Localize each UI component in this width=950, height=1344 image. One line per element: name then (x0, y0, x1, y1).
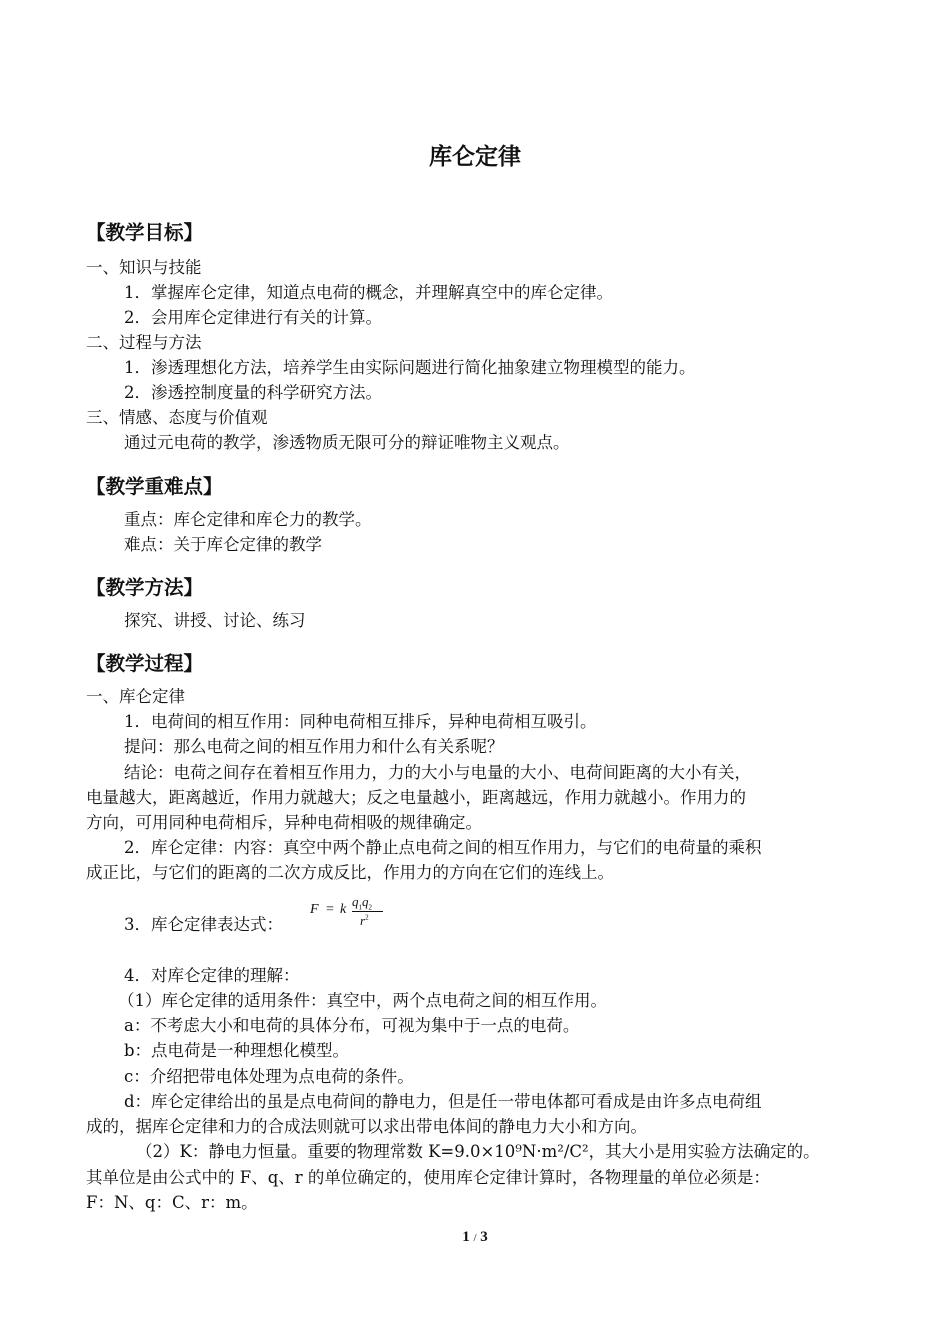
text-line: 通过元电荷的教学，渗透物质无限可分的辩证唯物主义观点。 (124, 433, 570, 452)
formula-sub1: 1 (358, 903, 362, 912)
text-line: 1．渗透理想化方法，培养学生由实际问题进行简化抽象建立物理模型的能力。 (124, 358, 696, 377)
text-line: d：库仑定律给出的虽是点电荷间的静电力，但是任一带电体都可看成是由许多点电荷组 (124, 1092, 762, 1111)
formula-fraction-bar (352, 911, 383, 912)
page-total: 3 (480, 1229, 488, 1245)
text-line: 4．对库仑定律的理解： (124, 966, 300, 985)
text-line: 电量越大，距离越近，作用力就越大；反之电量越小，距离越远，作用力就越小。作用力的 (86, 788, 746, 807)
text-line: 方向，可用同种电荷相斥，异种电荷相吸的规律确定。 (86, 813, 482, 832)
section-heading-process: 【教学过程】 (86, 652, 204, 675)
text-line: 难点：关于库仑定律的教学 (124, 535, 322, 554)
section-heading-goals: 【教学目标】 (86, 221, 204, 244)
text-line: 一、库仑定律 (86, 687, 185, 706)
formula-sub2: 2 (368, 903, 372, 912)
text-line: 提问：那么电荷之间的相互作用力和什么有关系呢？ (124, 737, 504, 756)
page-title: 库仑定律 (429, 144, 521, 170)
text-line: 2．会用库仑定律进行有关的计算。 (124, 308, 382, 327)
text-line: 成正比，与它们的距离的二次方成反比，作用力的方向在它们的连线上。 (86, 863, 614, 882)
text-line: （1）库仑定律的适用条件：真空中，两个点电荷之间的相互作用。 (118, 991, 607, 1010)
formula-numerator (352, 894, 372, 912)
formula-equals: = (326, 902, 334, 917)
formula-denominator (360, 913, 369, 929)
text-line: F：N、q：C、r：m。 (86, 1193, 258, 1212)
text-line: 二、过程与方法 (86, 333, 202, 352)
section-heading-keypoints: 【教学重难点】 (86, 475, 223, 498)
text-line: 探究、讲授、讨论、练习 (124, 611, 306, 630)
section-heading-methods: 【教学方法】 (86, 576, 204, 599)
page-number (0, 1229, 950, 1246)
formula-r: r (360, 913, 366, 928)
text-line: 其单位是由公式中的 F、q、r 的单位确定的，使用库仑定律计算时，各物理量的单位必须是： (86, 1168, 770, 1187)
text-line: 2．库仑定律：内容：真空中两个静止点电荷之间的相互作用力，与它们的电荷量的乘积 (124, 838, 762, 857)
text-line: 3．库仑定律表达式： (124, 915, 283, 934)
page-separator: / (473, 1232, 477, 1244)
formula-sup: 2 (365, 913, 369, 922)
formula-force: F (310, 902, 319, 917)
text-line: c：介绍把带电体处理为点电荷的条件。 (124, 1067, 414, 1086)
text-line: （2）K：静电力恒量。重要的物理常数 K=9.0×10⁹N·m²/C²，其大小是用实验方法确定的。 (136, 1142, 820, 1161)
text-line: 成的，据库仑定律和力的合成法则就可以求出带电体间的静电力大小和方向。 (86, 1117, 647, 1136)
coulomb-formula (306, 894, 396, 936)
text-line: 重点：库仑定律和库仑力的教学。 (124, 510, 372, 529)
page-current: 1 (462, 1229, 470, 1245)
text-line: 2．渗透控制度量的科学研究方法。 (124, 383, 382, 402)
text-line: 三、情感、态度与价值观 (86, 408, 268, 427)
text-line: 一、知识与技能 (86, 258, 202, 277)
text-line: b：点电荷是一种理想化模型。 (124, 1041, 350, 1060)
text-line: a：不考虑大小和电荷的具体分布，可视为集中于一点的电荷。 (124, 1016, 580, 1035)
text-line: 1．掌握库仑定律，知道点电荷的概念，并理解真空中的库仑定律。 (124, 283, 613, 302)
formula-q1: q (352, 894, 359, 909)
text-line: 1．电荷间的相互作用：同种电荷相互排斥，异种电荷相互吸引。 (124, 712, 597, 731)
formula-k: k (340, 902, 347, 917)
formula-q2: q (362, 894, 369, 909)
text-line: 结论：电荷之间存在着相互作用力，力的大小与电量的大小、电荷间距离的大小有关， (124, 763, 751, 782)
